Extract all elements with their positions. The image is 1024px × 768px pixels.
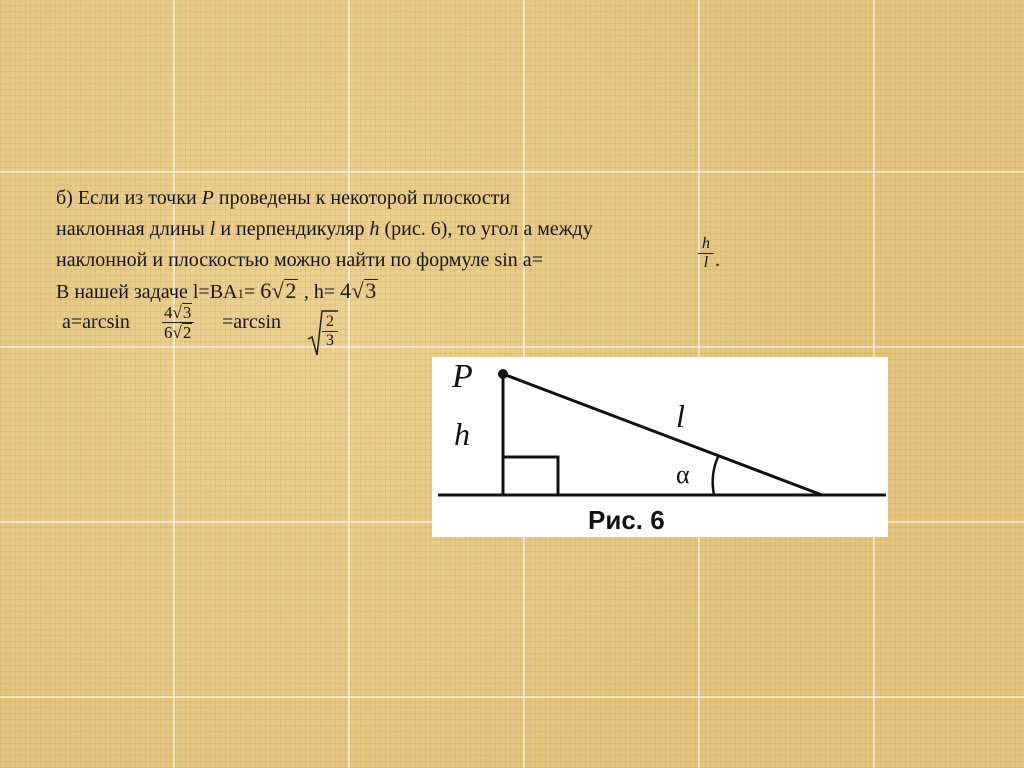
denominator-coefficient: 6 bbox=[164, 323, 173, 342]
numerator-coefficient: 4 bbox=[164, 303, 173, 322]
figure-6 bbox=[432, 357, 888, 537]
text-line-3 bbox=[56, 245, 543, 275]
arcsin-second bbox=[222, 307, 281, 337]
arcsin-fraction bbox=[162, 303, 194, 342]
text-line-4 bbox=[56, 276, 378, 306]
fraction-denominator: l bbox=[703, 254, 709, 271]
line4-part3: , h= bbox=[303, 281, 336, 303]
point-p-label: P bbox=[201, 187, 214, 209]
length-l-label: l bbox=[209, 218, 216, 240]
line4-part2: = bbox=[243, 281, 256, 303]
l-coefficient: 6 bbox=[260, 278, 272, 303]
figure-caption: Рис. 6 bbox=[588, 505, 665, 535]
line4-part1: В нашей задаче l=BA bbox=[56, 281, 238, 303]
triangle-diagram bbox=[432, 357, 888, 537]
two-thirds-denominator: 3 bbox=[326, 332, 334, 349]
h-value bbox=[340, 278, 378, 303]
line5-part2: =arcsin bbox=[222, 311, 282, 333]
text-line-2 bbox=[56, 214, 593, 244]
line1-part1: б) Если из точки bbox=[56, 187, 202, 209]
slant-line-l bbox=[503, 374, 822, 495]
sin-formula-fraction bbox=[698, 235, 714, 272]
figure-label-l: l bbox=[676, 398, 685, 434]
subscript-one: 1 bbox=[237, 286, 244, 301]
arcsin-denominator: 6√2 bbox=[164, 323, 192, 342]
line2-part1: наклонная длины bbox=[56, 218, 210, 240]
formula-period: . bbox=[715, 249, 720, 271]
line3-part1: наклонной и плоскостью можно найти по формуле sin a= bbox=[56, 249, 543, 271]
numerator-radicand: 3 bbox=[182, 303, 192, 322]
h-coefficient: 4 bbox=[340, 278, 352, 303]
l-value bbox=[260, 278, 304, 303]
line5-part1: a=arcsin bbox=[62, 311, 130, 333]
h-radicand: 3 bbox=[365, 278, 377, 303]
two-thirds-fraction bbox=[322, 313, 338, 350]
line2-part3: (рис. 6), то угол а между bbox=[379, 218, 593, 240]
right-angle-mark bbox=[503, 457, 558, 495]
denominator-radicand: 2 bbox=[182, 323, 192, 342]
fraction-numerator: h bbox=[702, 235, 710, 252]
line1-part2: проведены к некоторой плоскости bbox=[213, 187, 511, 209]
angle-alpha-arc bbox=[713, 457, 718, 495]
text-line-5 bbox=[62, 307, 130, 337]
height-h-label: h bbox=[369, 218, 380, 240]
line2-part2: и перпендикуляр bbox=[215, 218, 370, 240]
point-p-dot bbox=[498, 369, 508, 379]
arcsin-numerator: 4√3 bbox=[164, 303, 192, 322]
l-radicand: 2 bbox=[285, 278, 297, 303]
figure-label-alpha: α bbox=[676, 460, 690, 489]
figure-label-p: P bbox=[452, 358, 473, 395]
two-thirds-numerator: 2 bbox=[326, 313, 334, 330]
figure-label-h: h bbox=[454, 416, 470, 452]
text-line-1 bbox=[56, 183, 510, 213]
sqrt-sign: √ bbox=[351, 278, 365, 303]
sqrt-sign: √ bbox=[271, 278, 285, 303]
